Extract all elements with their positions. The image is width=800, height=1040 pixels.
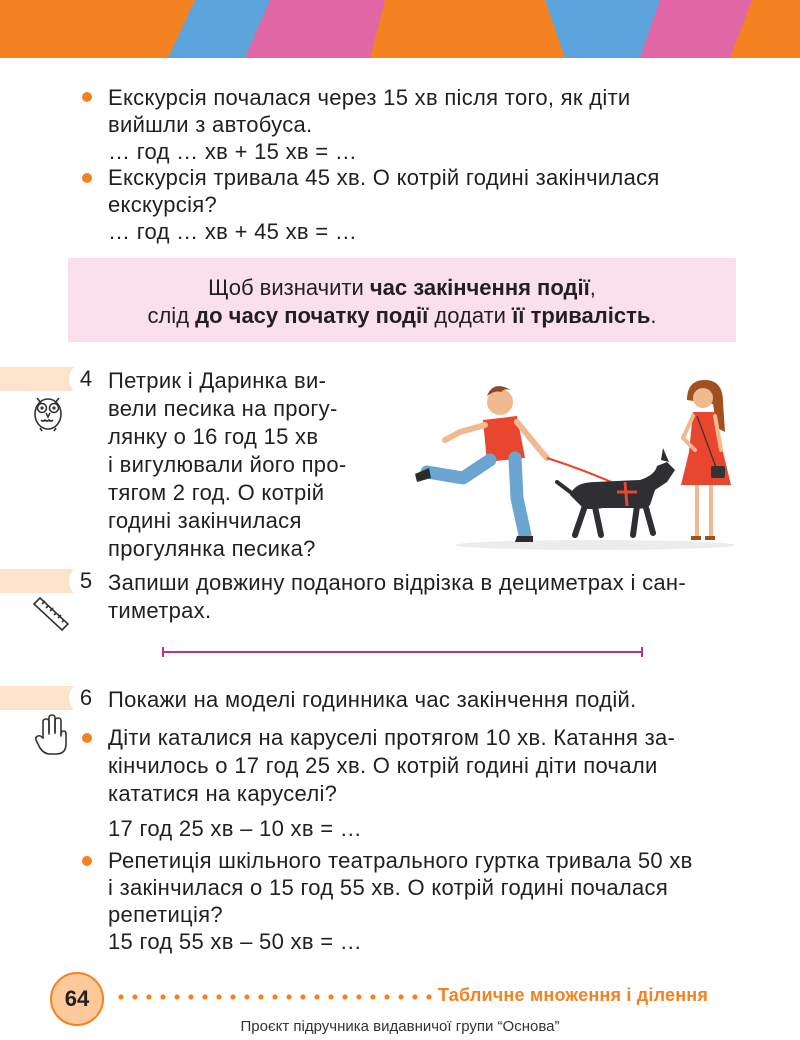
top-decorative-band xyxy=(0,0,800,58)
task4-line: вели песика на прогу- xyxy=(108,396,338,421)
task6-b2-line: Репетиція шкільного театрального гуртка тривала 50 хв xyxy=(108,848,693,873)
formula: … год … хв + 15 хв = … xyxy=(108,139,358,164)
rule-line-2: слід до часу початку події додати її тривалість. xyxy=(147,303,657,328)
task4-line: Петрик і Даринка ви- xyxy=(108,368,327,393)
task4-line: тягом 2 год. О котрій xyxy=(108,480,325,505)
hand-icon xyxy=(34,714,68,756)
task4-line: лянку о 16 год 15 хв xyxy=(108,424,319,449)
publisher-note: Проєкт підручника видавничої групи “Основа” xyxy=(240,1018,560,1035)
rule-box xyxy=(68,258,736,342)
owl-icon xyxy=(30,392,66,432)
girl-figure xyxy=(681,380,731,538)
task-number: 6 xyxy=(69,681,103,715)
bullet-dot xyxy=(82,92,92,102)
bullet-dot xyxy=(82,173,92,183)
bullet-text: Екскурсія тривала 45 хв. О котрій годині закінчилася xyxy=(108,165,660,190)
task4-line: прогулянка песика? xyxy=(108,536,316,561)
task6-b1-line: кінчилось о 17 год 25 хв. О котрій годині діти почали xyxy=(108,753,658,778)
rule-line-1: Щоб визначити час закінчення події, xyxy=(208,275,596,300)
task6-b1-line: Діти каталися на каруселі протягом 10 хв. Катання за- xyxy=(108,725,676,750)
bullet-dot xyxy=(82,856,92,866)
page-number: 64 xyxy=(50,972,104,1026)
task5-line: Запиши довжину поданого відрізка в дециметрах і сан- xyxy=(108,570,687,595)
dog-walk-illustration xyxy=(405,370,740,552)
formula: … год … хв + 45 хв = … xyxy=(108,219,358,244)
task6-intro: Покажи на моделі годинника час закінчення подій. xyxy=(108,687,637,712)
task4-line: і вигулювали його про- xyxy=(108,452,347,477)
task5-line: тиметрах. xyxy=(108,598,212,623)
bullet-text: вийшли з автобуса. xyxy=(108,112,313,137)
task6-b2-line: репетиція? xyxy=(108,902,223,927)
bullet-dot xyxy=(82,733,92,743)
chapter-title: Табличне множення і ділення xyxy=(438,985,709,1005)
bullet-text: Екскурсія почалася через 15 хв після того, як діти xyxy=(108,85,631,110)
task6-b2-line: і закінчилася о 15 год 55 хв. О котрій годині почалася xyxy=(108,875,669,900)
task-number: 5 xyxy=(69,564,103,598)
task-number: 4 xyxy=(69,362,103,396)
dotted-leader xyxy=(118,990,433,1004)
formula: 15 год 55 хв – 50 хв = … xyxy=(108,929,363,954)
line-segment xyxy=(162,645,643,659)
ruler-icon xyxy=(30,596,70,632)
task4-line: годині закінчилася xyxy=(108,508,302,533)
bullet-text: екскурсія? xyxy=(108,192,218,217)
task6-b1-line: кататися на каруселі? xyxy=(108,781,338,806)
dog-figure xyxy=(557,448,675,535)
formula: 17 год 25 хв – 10 хв = … xyxy=(108,816,363,841)
boy-figure xyxy=(415,386,547,542)
